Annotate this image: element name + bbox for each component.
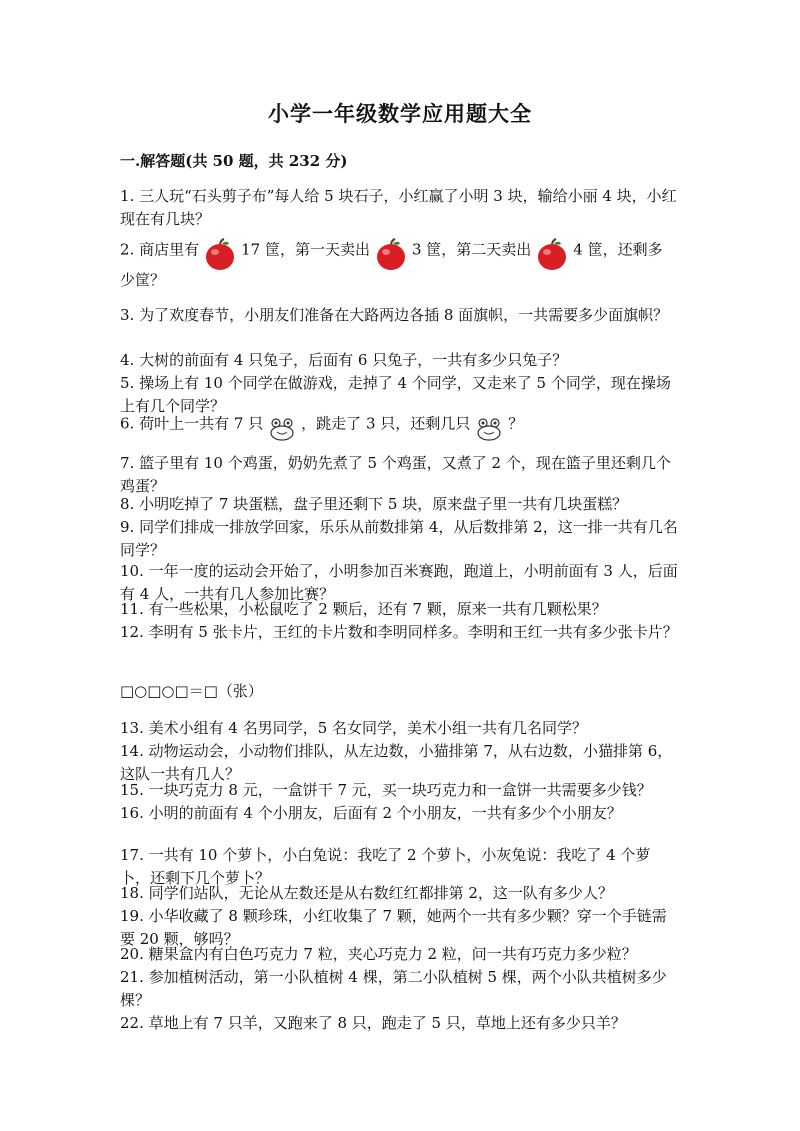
- question-7: 7. 篮子里有 10 个鸡蛋，奶奶先煮了 5 个鸡蛋，又煮了 2 个，现在篮子里还剩几个鸡蛋？: [120, 454, 671, 495]
- question-2-part-d: 4 筐，还剩多: [573, 240, 663, 259]
- question-2: [120, 230, 680, 271]
- question-5: 5. 操场上有 10 个同学在做游戏，走掉了 4 个同学，又走来了 5 个同学，现在操场上有几个同学？: [120, 374, 671, 415]
- question-16: 16. 小明的前面有 4 个小朋友，后面有 2 个小朋友，一共有多少个小朋友？: [120, 804, 622, 822]
- question-2-part-b: 17 筐，第一天卖出: [241, 240, 370, 259]
- question-14: 14. 动物运动会，小动物们排队，从左边数，小猫排第 7，从右边数，小猫排第 6，这队一共有几人？: [120, 742, 673, 783]
- question-6-part-b: ，跳走了 3 只，还剩几只: [301, 414, 471, 433]
- answer-formula: □○□○□＝□（张）: [120, 682, 263, 700]
- question-12: 12. 李明有 5 张卡片，王红的卡片数和李明同样多。李明和王红一共有多少张卡片？: [120, 623, 678, 641]
- question-15: 15. 一块巧克力 8 元，一盒饼干 7 元，买一块巧克力和一盒饼一共需要多少钱？: [120, 781, 652, 799]
- question-6-part-c: ？: [508, 414, 524, 433]
- question-22: 22. 草地上有 7 只羊，又跑来了 8 只，跑走了 5 只，草地上还有多少只羊？: [120, 1014, 626, 1032]
- question-6-part-a: 6. 荷叶上一共有 7 只: [120, 414, 264, 433]
- question-4: 4. 大树的前面有 4 只兔子，后面有 6 只兔子，一共有多少只兔子？: [120, 351, 568, 369]
- page-title: 小学一年级数学应用题大全: [268, 101, 532, 126]
- question-21: 21. 参加植树活动，第一小队植树 4 棵，第二小队植树 5 棵，两个小队共植树多少棵？: [120, 968, 667, 1009]
- question-2-part-c: 3 筐，第二天卖出: [411, 240, 532, 259]
- question-18: 18. 同学们站队，无论从左数还是从右数红红都排第 2，这一队有多少人？: [120, 884, 613, 902]
- apple-icon: [199, 230, 241, 271]
- frog-icon: [263, 408, 301, 441]
- question-6: [120, 408, 680, 441]
- question-10: 10. 一年一度的运动会开始了，小明参加百米赛跑，跑道上，小明前面有 3 人，后面有 4 人，一共有几人参加比赛？: [120, 562, 678, 603]
- section-heading: 一.解答题(共 50 题，共 232 分): [120, 152, 348, 170]
- apple-icon: [370, 230, 412, 271]
- question-3: 3. 为了欢度春节，小朋友们准备在大路两边各插 8 面旗帜，一共需要多少面旗帜？: [120, 306, 669, 324]
- question-1: 1. 三人玩“石头剪子布”每人给 5 块石子，小红赢了小明 3 块，输给小丽 4 块，小红现在有几块？: [120, 187, 677, 228]
- question-2-part-a: 2. 商店里有: [120, 240, 200, 259]
- question-9: 9. 同学们排成一排放学回家，乐乐从前数排第 4，从后数排第 2，这一排一共有几名同学？: [120, 518, 678, 559]
- question-19: 19. 小华收藏了 8 颗珍珠，小红收集了 7 颗，她两个一共有多少颗？穿一个手链需要 20 颗，够吗？: [120, 907, 667, 948]
- question-11: 11. 有一些松果，小松鼠吃了 2 颗后，还有 7 颗，原来一共有几颗松果？: [120, 600, 607, 618]
- question-8: 8. 小明吃掉了 7 块蛋糕，盘子里还剩下 5 块，原来盘子里一共有几块蛋糕？: [120, 495, 628, 513]
- question-17: 17. 一共有 10 个萝卜，小白兔说：我吃了 2 个萝卜，小灰兔说：我吃了 4 个萝卜，还剩下几个萝卜？: [120, 846, 651, 887]
- apple-icon: [531, 230, 573, 271]
- question-2-continued: 少筐？: [120, 271, 166, 289]
- frog-icon: [470, 408, 508, 441]
- question-13: 13. 美术小组有 4 名男同学，5 名女同学，美术小组一共有几名同学？: [120, 719, 588, 737]
- question-20: 20. 糖果盒内有白色巧克力 7 粒，夹心巧克力 2 粒，问一共有巧克力多少粒？: [120, 945, 637, 963]
